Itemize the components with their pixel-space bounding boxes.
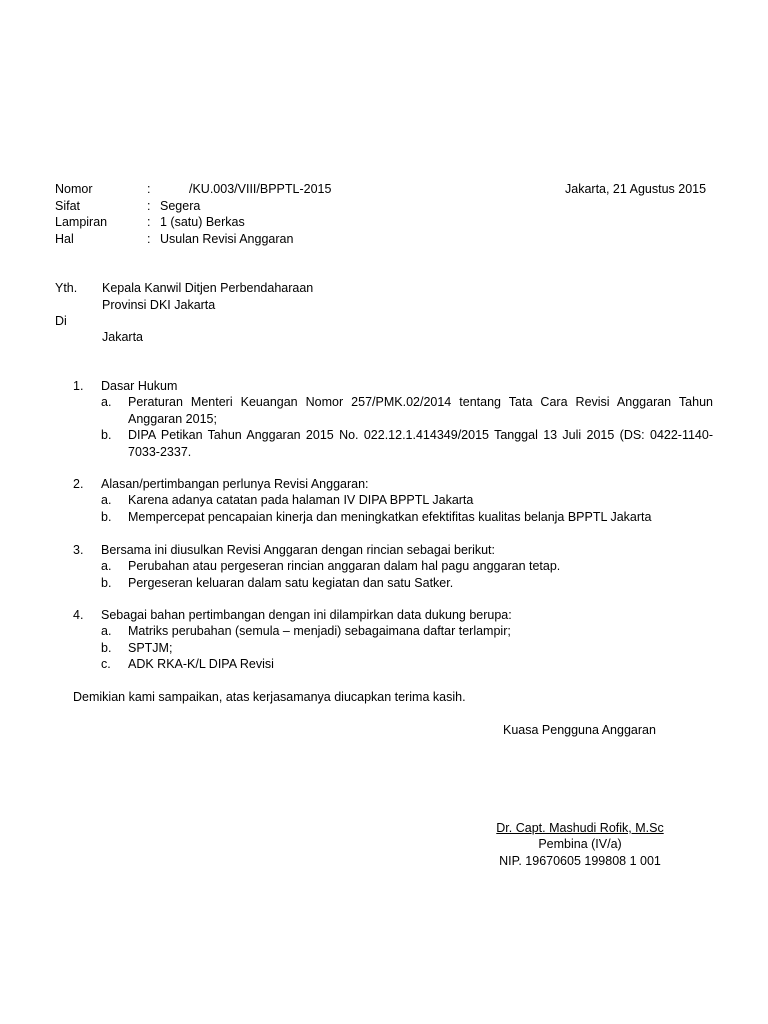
- item-text: ADK RKA-K/L DIPA Revisi: [128, 657, 274, 671]
- section-number: 2.: [73, 477, 84, 491]
- item-text: SPTJM;: [128, 641, 173, 655]
- nomor-colon: :: [147, 182, 151, 196]
- item-text: DIPA Petikan Tahun Anggaran 2015 No. 022.12.1.414349/2015 Tanggal 13 Juli 2015 (DS: 0422-1140-7033-2337.: [128, 428, 713, 459]
- item-text: Pergeseran keluaran dalam satu kegiatan dan satu Satker.: [128, 576, 454, 590]
- item-letter: a.: [101, 559, 112, 573]
- signatory-nip: NIP. 19670605 199808 1 001: [499, 854, 661, 868]
- sifat-value: Segera: [160, 199, 201, 213]
- recipient-line2: Provinsi DKI Jakarta: [102, 298, 216, 312]
- item-letter: a.: [101, 624, 112, 638]
- recipient-yth: Yth.: [55, 281, 78, 295]
- section-number: 1.: [73, 379, 84, 393]
- item-text: Matriks perubahan (semula – menjadi) sebagaimana daftar terlampir;: [128, 624, 511, 638]
- section-title: Dasar Hukum: [101, 379, 178, 393]
- item-letter: b.: [101, 576, 112, 590]
- sifat-label: Sifat: [55, 199, 81, 213]
- section-title: Bersama ini diusulkan Revisi Anggaran dengan rincian sebagai berikut:: [101, 543, 495, 557]
- item-text: Peraturan Menteri Keuangan Nomor 257/PMK.02/2014 tentang Tata Cara Revisi Anggaran Tahun Anggaran 2015;: [128, 395, 713, 426]
- closing-text: Demikian kami sampaikan, atas kerjasamanya diucapkan terima kasih.: [73, 690, 466, 704]
- nomor-label: Nomor: [55, 182, 93, 196]
- item-text: Mempercepat pencapaian kinerja dan meningkatkan efektifitas kualitas belanja BPPTL Jakarta: [128, 510, 652, 524]
- item-text: Karena adanya catatan pada halaman IV DIPA BPPTL Jakarta: [128, 493, 474, 507]
- item-letter: b.: [101, 428, 112, 442]
- item-letter: b.: [101, 510, 112, 524]
- item-letter: b.: [101, 641, 112, 655]
- letter-date: Jakarta, 21 Agustus 2015: [565, 182, 707, 196]
- recipient-city: Jakarta: [102, 330, 143, 344]
- item-letter: a.: [101, 493, 112, 507]
- hal-label: Hal: [55, 232, 74, 246]
- lampiran-value: 1 (satu) Berkas: [160, 215, 245, 229]
- section-title: Alasan/pertimbangan perlunya Revisi Anggaran:: [101, 477, 369, 491]
- sifat-colon: :: [147, 199, 151, 213]
- lampiran-colon: :: [147, 215, 151, 229]
- item-text: Perubahan atau pergeseran rincian anggaran dalam hal pagu anggaran tetap.: [128, 559, 561, 573]
- hal-value: Usulan Revisi Anggaran: [160, 232, 294, 246]
- item-letter: c.: [101, 657, 111, 671]
- nomor-value: /KU.003/VIII/BPPTL-2015: [189, 182, 332, 196]
- section-number: 4.: [73, 608, 84, 622]
- lampiran-label: Lampiran: [55, 215, 108, 229]
- section-title: Sebagai bahan pertimbangan dengan ini dilampirkan data dukung berupa:: [101, 608, 512, 622]
- recipient-di: Di: [55, 314, 67, 328]
- signatory-name: Dr. Capt. Mashudi Rofik, M.Sc: [496, 821, 664, 835]
- signature-title: Kuasa Pengguna Anggaran: [503, 723, 656, 737]
- section-number: 3.: [73, 543, 84, 557]
- recipient-line1: Kepala Kanwil Ditjen Perbendaharaan: [102, 281, 314, 295]
- signatory-rank: Pembina (IV/a): [538, 837, 622, 851]
- hal-colon: :: [147, 232, 151, 246]
- item-letter: a.: [101, 395, 112, 409]
